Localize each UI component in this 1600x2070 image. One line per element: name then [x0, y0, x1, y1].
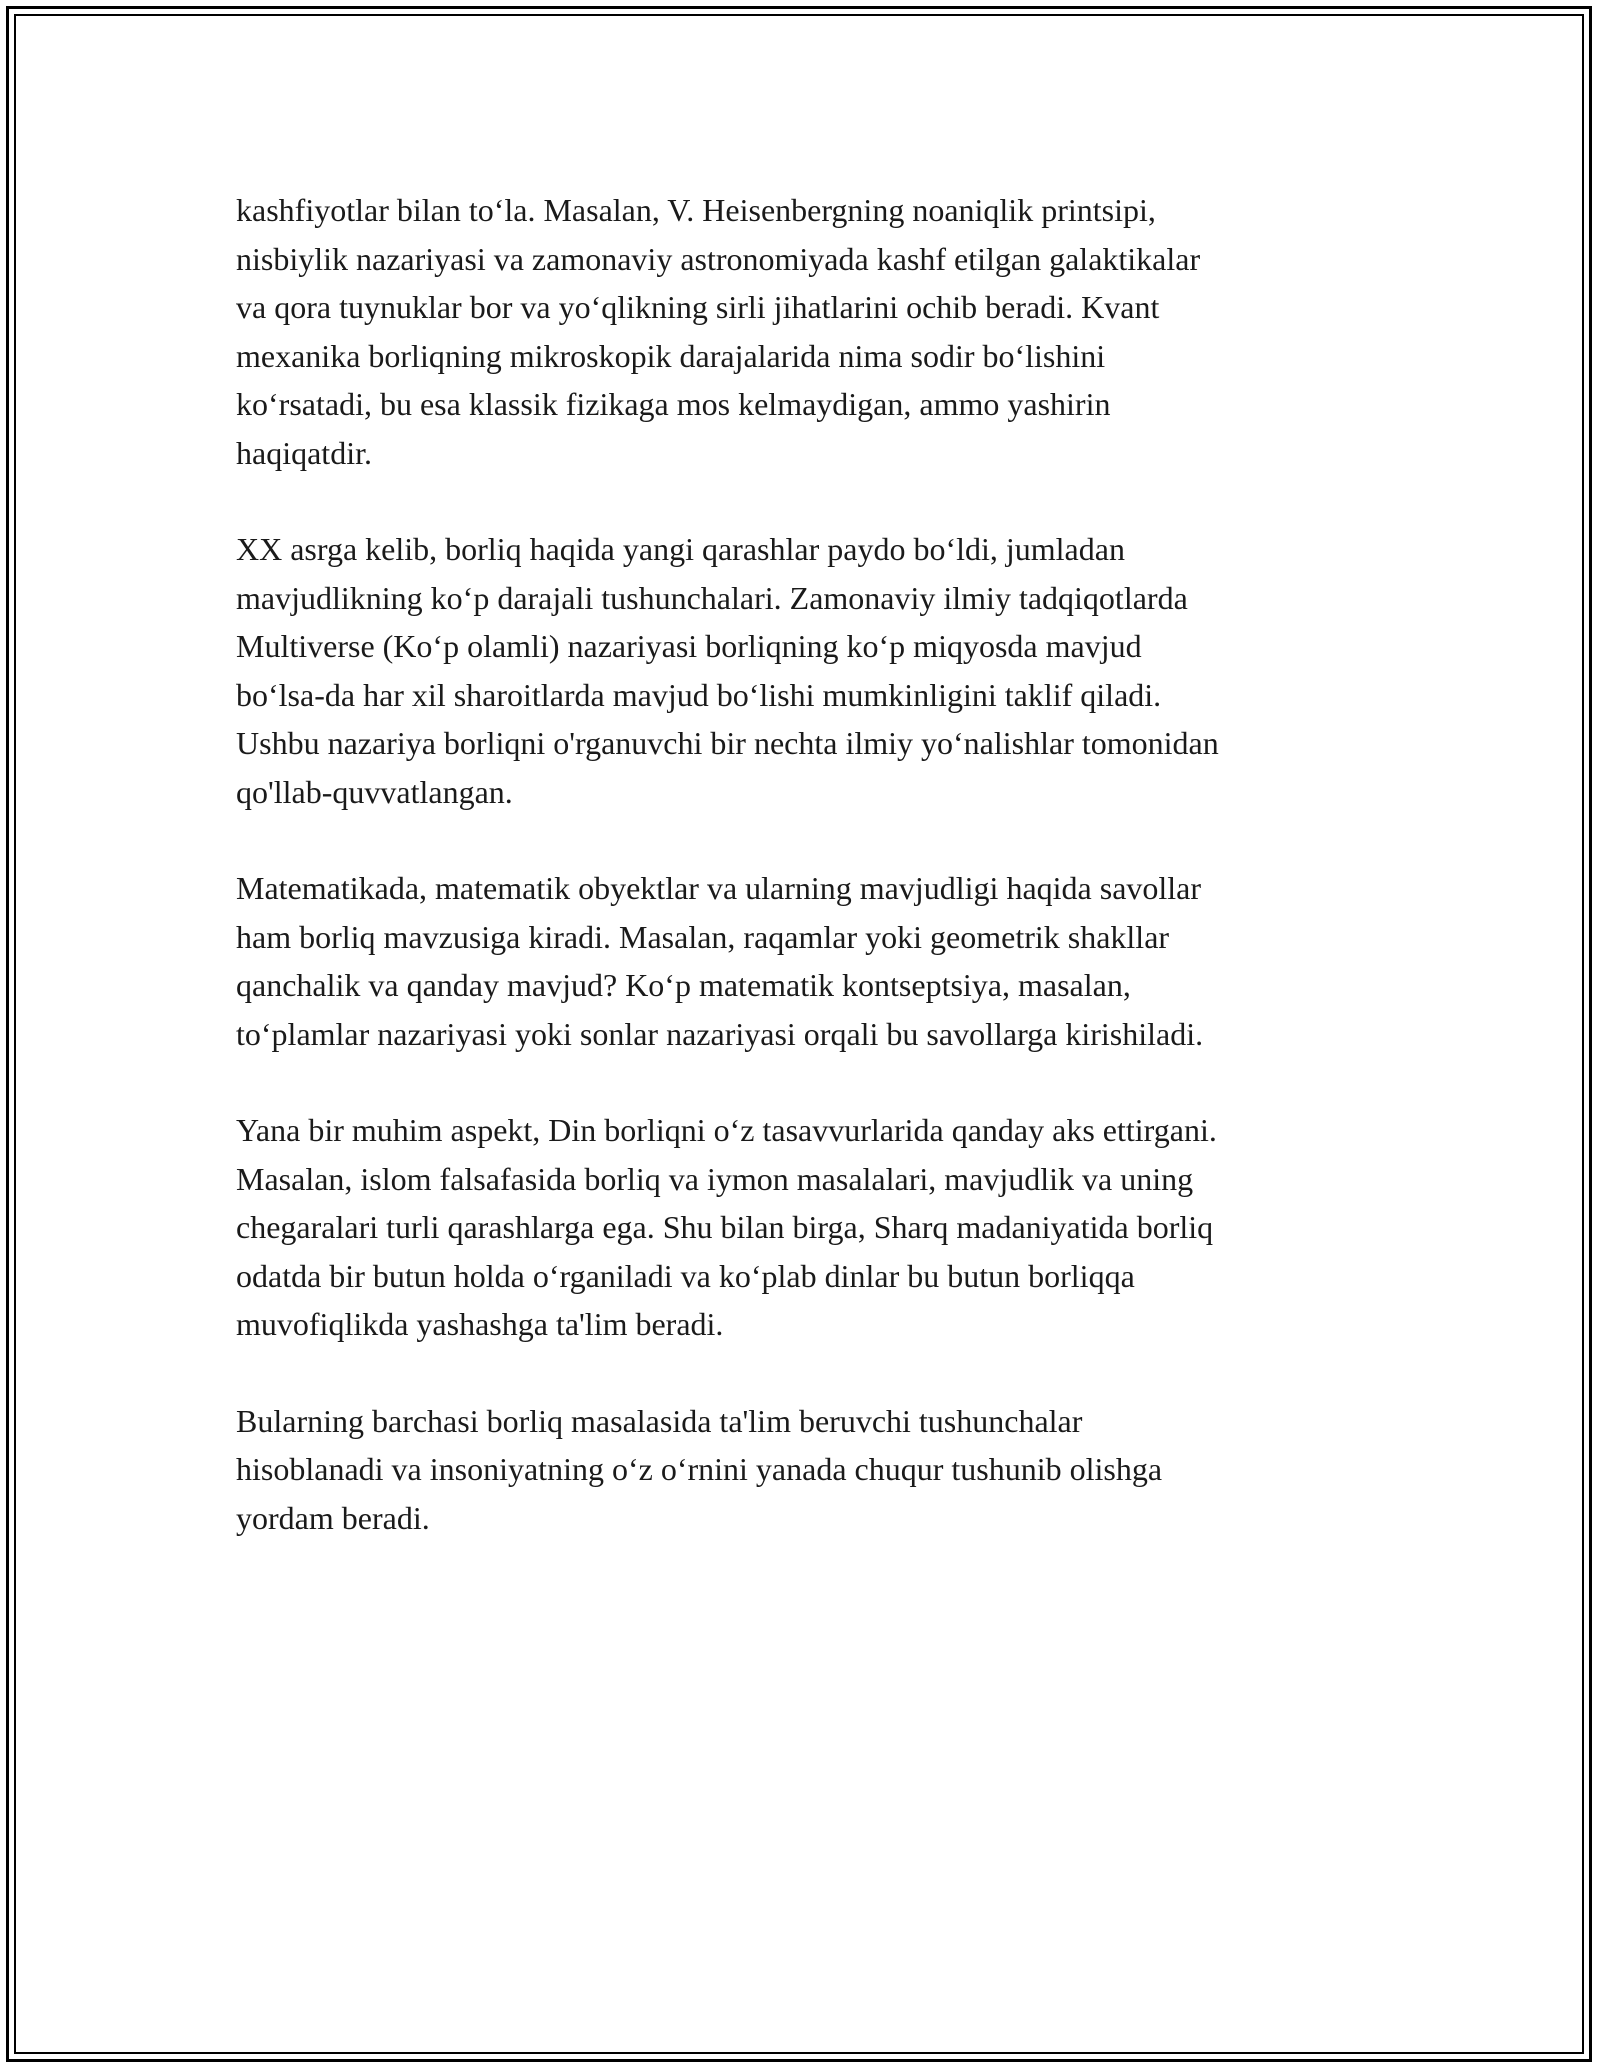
document-body — [236, 186, 1386, 1590]
paragraph-conclusion: Bularning barchasi borliq masalasida ta'lim beruvchi tushunchalar hisoblanadi va insoniyatning o‘z o‘rnini yanada chuqur tushunib olishga yordam beradi. — [236, 1402, 1163, 1536]
paragraph-mathematics: Matematikada, matematik obyektlar va ularning mavjudligi haqida savollar ham borliq mavzusiga kiradi. Masalan, raqamlar yoki geometrik shakllar qanchalik va qanday mavjud? Ko‘p matematik kontseptsiya, masalan, to‘plamlar nazariyasi yoki sonlar nazariyasi orqali bu savollarga kirishiladi. — [236, 870, 1204, 1052]
paragraph-multiverse: XX asrga kelib, borliq haqida yangi qarashlar paydo bo‘ldi, jumladan mavjudlikning ko‘p darajali tushunchalari. Zamonaviy ilmiy tadqiqotlarda Multiverse (Ko‘p olamli) nazariyasi borliqning ko‘p miqyosda mavjud bo‘lsa-da har xil sharoitlarda mavjud bo‘lishi mumkinligini taklif qiladi. Ushbu nazariya borliqni o'rganuvchi bir nechta ilmiy yo‘nalishlar tomonidan qo'llab-quvvatlangan. — [236, 531, 1219, 810]
paragraph-religion: Yana bir muhim aspekt, Din borliqni o‘z tasavvurlarida qanday aks ettirgani. Masalan, islom falsafasida borliq va iymon masalalari, mavjudlik va uning chegaralari turli qarashlarga ega. Shu bilan birga, Sharq madaniyatida borliq odatda bir butun holda o‘rganiladi va ko‘plab dinlar bu butun borliqqa muvofiqlikda yashashga ta'lim beradi. — [236, 1112, 1217, 1342]
paragraph-physics-discoveries: kashfiyotlar bilan to‘la. Masalan, V. Heisenbergning noaniqlik printsipi, nisbiylik nazariyasi va zamonaviy astronomiyada kashf etilgan galaktikalar va qora tuynuklar bor va yo‘qlikning sirli jihatlarini ochib beradi. Kvant mexanika borliqning mikroskopik darajalarida nima sodir bo‘lishini ko‘rsatadi, bu esa klassik fizikaga mos kelmaydigan, ammo yashirin haqiqatdir. — [236, 192, 1201, 471]
